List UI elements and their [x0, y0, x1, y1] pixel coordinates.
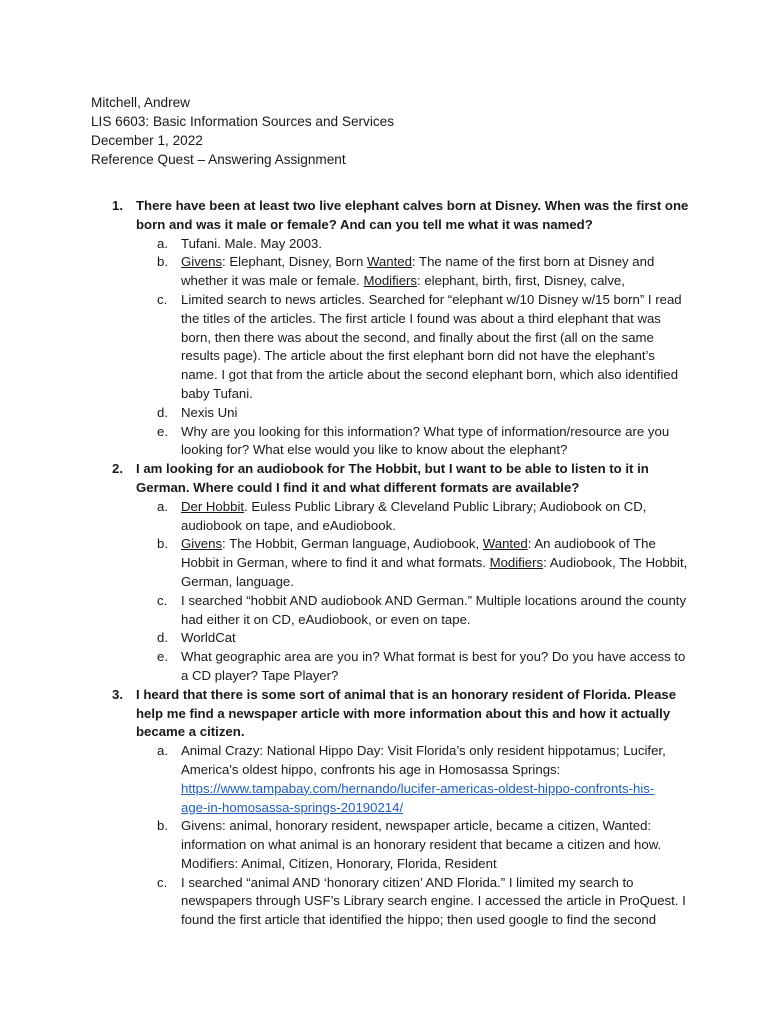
- author-name: Mitchell, Andrew: [91, 95, 190, 110]
- course-title: LIS 6603: Basic Information Sources and Services: [91, 114, 394, 129]
- answer-item: a. Animal Crazy: National Hippo Day: Visit Florida’s only resident hippotamus; Lucifer, America's oldest hippo, confronts his age in Homosassa Springs: https://www.tampabay.com/hernando/lucifer-americas-oldest-hippo-confronts-his- age-in-homosassa-springs-20190214/: [157, 743, 666, 815]
- answer-item: b. Givens: animal, honorary resident, newspaper article, became a citizen, Wanted: information on what animal is an honorary resident that became a citizen and how. Modifiers: Animal, Citizen, Honorary, Florida, Resident: [157, 818, 662, 871]
- answer-item: e. Why are you looking for this information? What type of information/resource are you looking for? What else would you like to know about the elephant?: [157, 423, 670, 458]
- answer-item: d. Nexis Uni: [157, 404, 238, 420]
- question-list: [110, 197, 690, 930]
- question-number: 1.: [112, 198, 123, 213]
- question-1: [110, 197, 690, 235]
- book-title: Der Hobbit: [181, 498, 245, 514]
- question-text: I heard that there is some sort of animal that is an honorary resident of Florida. Please help me find a newspaper article with more information about this and how it actually became a citizen.: [136, 686, 677, 740]
- answer-item: b. Givens: Elephant, Disney, Born Wanted: The name of the first born at Disney and whether it was male or female. Modifiers: elephant, birth, first, Disney, calve,: [157, 254, 655, 289]
- question-number: 2.: [112, 461, 123, 477]
- document-header: [91, 93, 394, 169]
- assignment-title: Reference Quest – Answering Assignment: [91, 152, 346, 167]
- answer-item: a. Tufani. Male. May 2003.: [157, 235, 322, 251]
- answer-item: b. Givens: The Hobbit, German language, Audiobook, Wanted: An audiobook of The Hobbit in German, where to find it and what formats. Modifiers: Audiobook, The Hobbit, German, language.: [157, 536, 688, 589]
- answer-item: d. WorldCat: [157, 630, 236, 646]
- question-number: 3.: [112, 686, 123, 702]
- question-2: [110, 460, 690, 498]
- article-link-continued[interactable]: age-in-homosassa-springs-20190214/: [181, 799, 404, 815]
- answer-item: c. Limited search to news articles. Searched for “elephant w/10 Disney w/15 born” I read the titles of the articles. The first article I found was about a third elephant that was born, then there was about the second, and finally about the first (all on the same results page). The article about the first elephant born did not have the elephant’s name. I got that from the article about the second elephant born, which also identified baby Tufani.: [157, 291, 682, 401]
- question-text: There have been at least two live elephant calves born at Disney. When was the first one born and was it male or female? And can you tell me what it was named?: [136, 198, 689, 232]
- article-link[interactable]: https://www.tampabay.com/hernando/lucifer-americas-oldest-hippo-confronts-his-: [181, 780, 655, 796]
- answer-item: c. I searched “animal AND ‘honorary citizen’ AND Florida.” I limited my search to newspapers through USF’s Library search engine. I accessed the article in ProQuest. I found the first article that identified the hippo; then used google to find the second: [157, 874, 686, 928]
- document-date: December 1, 2022: [91, 133, 203, 148]
- question-text: I am looking for an audiobook for The Hobbit, but I want to be able to listen to it in German. Where could I find it and what different formats are available?: [136, 461, 649, 495]
- answer-item: e. What geographic area are you in? What format is best for you? Do you have access to a CD player? Tape Player?: [157, 649, 686, 683]
- answer-item: c. I searched “hobbit AND audiobook AND German.” Multiple locations around the county had either it on CD, eAudiobook, or even on tape.: [157, 592, 687, 627]
- answer-item: a. Der Hobbit. Euless Public Library & Cleveland Public Library; Audiobook on CD, audiobook on tape, and eAudiobook.: [157, 498, 647, 533]
- question-3: [110, 686, 690, 742]
